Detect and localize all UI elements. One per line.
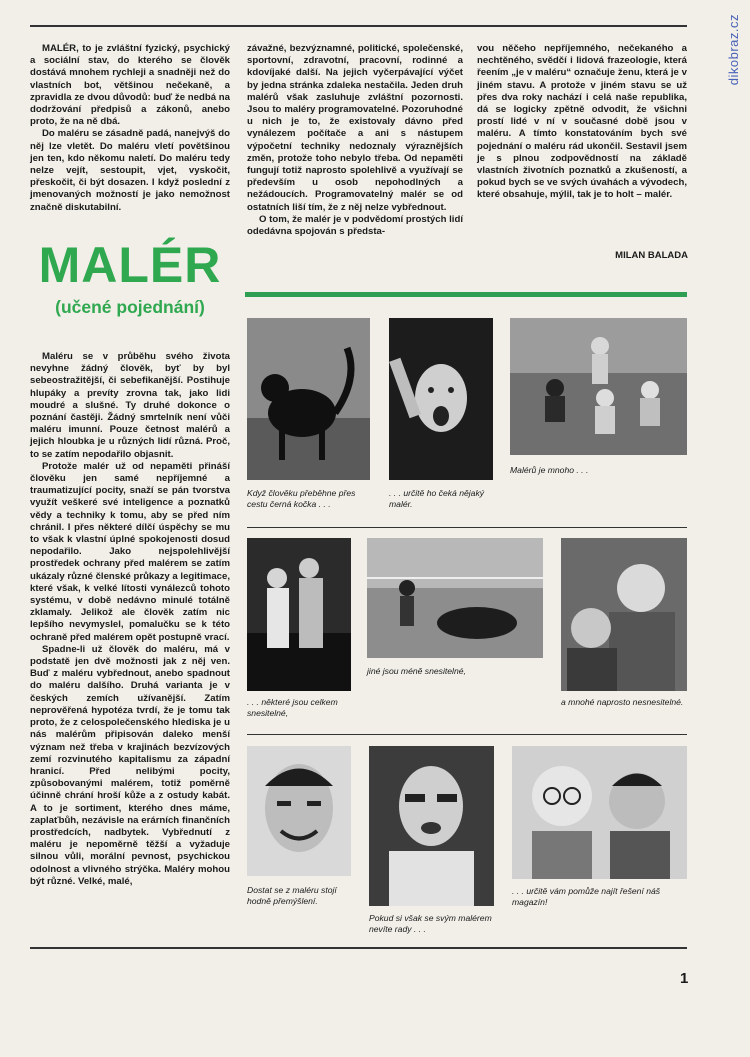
paragraph: Maléru se v průběhu svého života nevyhne žádný člověk, byť by byl sebeostražitější, či sebefikanější. Postihuje hlupáky a prevíty zrovna tak, jako lidi moudré a slušné. Ty druhé dokonce o poznání častěji. Žádný smrtelník není vůči maléru imunní. Pouze četnost malérů a jejich hloubka je u různých lidí různá. Proč, to se zatím nepodařilo objasnit. [30, 351, 230, 460]
article-title: MALÉR [38, 237, 222, 293]
man-photo-icon [247, 746, 351, 876]
paragraph: O tom, že malér je v podvědomí prostých lidí odedávna spojován s předsta- [247, 213, 463, 238]
caption-cat: Když člověku přeběhne přes cestu černá kočka . . . [247, 488, 356, 509]
couple-photo-icon [247, 538, 351, 691]
intro-column-2 [247, 43, 463, 238]
intro-column-3 [477, 43, 687, 202]
intro-column-1 [30, 43, 230, 214]
body-column [30, 351, 230, 888]
water-photo-icon [510, 318, 687, 455]
caption-woman: . . . určitě ho čeká nějaký malér. [389, 488, 485, 509]
paragraph: Spadne-li už člověk do maléru, má v podstatě jen dvě možnosti jak z něj ven. Buď z maléru vybřednout, anebo spadnout do maléru dalšího. Druhá varianta je v českých zemích užívanější. Zatím neprověřená hypotéza tvrdí, že je tomu tak proto, že z celospolečenského hlediska je u nás malérům připisován daleko menší význam než třeba v krajinách bezvízových zemí rozvinutého kapitalismu za západní hranicí. Před nelibými pocity, způsobovanými malérem, totiž poměrně účinně chrání hroší kůže a z ostudy kabát. A to je sortiment, kterého dnes máme, zaplaťbůh, nezávisle na erárních finančních prostředcích, nadbytek. Vybřednutí z maléru je nepoměrně těžší a vyžaduje silnou vůli, morální pevnost, psychickou odolnost a vlivného strýčka. Maléry mohou být různé. Velké, malé, [30, 643, 230, 887]
caption-glasses: Pokud si však se svým malérem nevíte rady . . . [369, 913, 492, 934]
bottom-rule [30, 947, 687, 949]
caption-horse: jiné jsou méně snesitelné, [367, 666, 466, 676]
author-signature: MILAN BALADA [615, 250, 688, 261]
paragraph: Do maléru se zásadně padá, nanejvýš do něj lze vletět. Do maléru vletí povětšinou jen ten, kdo někomu naletí. Do maléru tedy nelze vejít, sestoupit, vjet, vyskočit, přeskočit, či být dosazen. I když poslední z jmenovaných možností je jako nemožnost značně diskutabilní. [30, 128, 230, 213]
row-divider [247, 527, 687, 528]
cat-photo-icon [247, 318, 370, 480]
caption-comedians: . . . určitě vám pomůže najít řešení náš magazín! [512, 886, 661, 907]
green-divider [245, 292, 687, 297]
caption-man: Dostat se z maléru stojí hodně přemýšlení. [247, 885, 337, 906]
paragraph: vou něčeho nepříjemného, nečekaného a nechtěného, svědčí i lidová frazeologie, která řeením „je v maléru“ označuje ženu, která je v jiném stavu. A protože v jiném stavu se už přes dva roky nachází i celá naše republika, dá se logicky zpětně odvodit, že všichni prostí lidé v ní v současné době jsou v maléru. A tímto konstatováním bych své pojednání o maléru rád ukončil. Sestavil jsem je s plnou zodpovědností na základě vlastních životních poznatků a zkušeností, a pokud bych se ve svých úvahách a vývodech, které obsahuje, mýlil, tak je to holt – malér. [477, 43, 687, 201]
top-rule [30, 25, 687, 27]
paragraph: MALÉR, to je zvláštní fyzický, psychický a sociální stav, do kterého se člověk dostává mnohem rychleji a snadněji než do vlastních bot, většinou nečekaně, a zpravidla ze dvou důvodů: buď že nedbá na dodržování předpisů a zákonů, anebo proto, že na ně dbá. [30, 43, 230, 128]
woman-photo-icon [389, 318, 493, 480]
watermark: dikobraz.cz [726, 14, 741, 86]
photo-two-comedians [512, 746, 687, 879]
bald-photo-icon [561, 538, 687, 691]
photo-horse-race-fall [367, 538, 543, 658]
photo-smiling-man [247, 746, 351, 876]
photo-children-water [510, 318, 687, 455]
caption-couple: . . . některé jsou celkem snesitelné, [247, 697, 338, 718]
horse-photo-icon [367, 538, 543, 658]
article-subtitle: (učené pojednání) [55, 297, 205, 317]
photo-bald-men [561, 538, 687, 691]
photo-screaming-woman [389, 318, 493, 480]
comedians-photo-icon [512, 746, 687, 879]
caption-bald: a mnohé naprosto nesnesitelné. [561, 697, 684, 707]
photo-couple-car [247, 538, 351, 691]
page-number: 1 [680, 970, 689, 987]
paragraph: Protože malér už od nepaměti přináší člověku jen samé nepříjemné a traumatizující pocity, snaží se pán tvorstva využít veškeré své inteligence a poznatků vědy a techniky k tomu, aby se před ním chránil. I přes některé dílčí úspěchy se mu to však k vlastní úplné spokojenosti dosud nepodařilo. Jako nejspolehlivější prostředek ochrany před malérem se zatím ukázaly různé členské průkazy a legitimace, které však, k velké lítosti vynálezců tohoto systému, v době nedávno minulé totálně zklamaly. Jelikož ale člověk zatím nic lepšího nevymyslel, pomalučku se k této ochraně před malérem opět postupně vrací. [30, 460, 230, 643]
paragraph: závažné, bezvýznamné, politické, společenské, sportovní, zdravotní, pracovní, rodinné a kdovíjaké další. Na jejich vyčerpávající výčet by jedna stránka zdaleka nestačila. Jeden druh malérů však zasluhuje zvláštní pozornosti. Jsou to maléry programovatelné. Pozoruhodné u nich je to, že existovaly dávno před vynálezem počítače a ani s nástupem výpočetní techniky nedoznaly výraznějších změn, protože toho nebylo třeba. Od nepaměti fungují totiž naprosto spolehlivě a využívají se především u osob nepohodlných a nežádoucích. Programovatelný malér se od ostatních liší tím, že z něj nelze vybřednout. [247, 43, 463, 213]
photo-black-cat [247, 318, 370, 480]
row-divider [247, 734, 687, 735]
photo-surprised-man [369, 746, 494, 906]
caption-water: Malérů je mnoho . . . [510, 465, 589, 475]
glasses-photo-icon [369, 746, 494, 906]
